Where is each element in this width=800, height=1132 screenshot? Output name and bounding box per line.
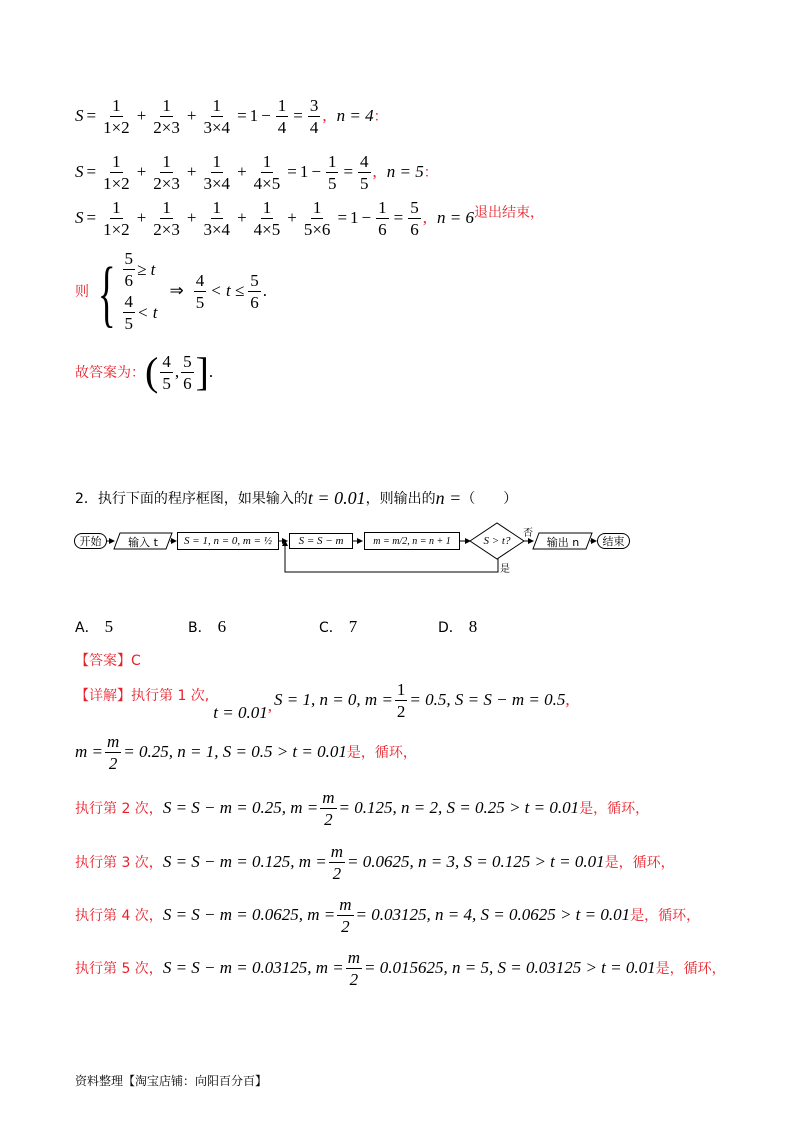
detail-step-5: 执行第 5 次， S = S − m = 0.03125, m = $\frac{m}{2}$ = 0.015625, n = 5, S = 0.03125 > t = 0.01 是，循环，	[75, 947, 726, 989]
inequality-system: 则 { $\frac{5}{6}$ ≥ t $\frac{4}{5}$ < t ⇒ $\frac{4}{5}$ < t ≤ $\frac{5}{6}$ .	[75, 249, 268, 335]
answer-interval: 故答案为： ( $\frac{4}{5}$ , $\frac{5}{6}$ ] .	[75, 349, 214, 394]
fc-yes-label: 是	[500, 564, 510, 575]
sum-line-2: S = $\frac{1}{1\times 2}$ + $\frac{1}{2\times 3}$ + $\frac{1}{3\times 4}$ + $\frac{1}{4\times 5}$ = 1 − $\frac{1}{5}$ = $\frac{4}{5}$ , n = 5 ：	[75, 151, 438, 193]
fc-step2: m = m/2, n = n + 1	[364, 532, 460, 550]
footer-note: 资料整理【淘宝店铺：向阳百分百】	[75, 1074, 268, 1088]
detail-line-2: m = $\frac{m}{2}$ = 0.25, n = 1, S = 0.5 > t = 0.01 是，循环，	[75, 731, 417, 773]
sum-line-1: S = $\frac{1}{1\times 2}$ + $\frac{1}{2\times 3}$ + $\frac{1}{3\times 4}$ = 1 − $\frac{1}{4}$ = $\frac{3}{4}$ , n = 4 ：	[75, 95, 388, 137]
answer-tag: 【答案】C	[75, 653, 141, 669]
fc-input: 输入 t	[128, 536, 158, 549]
option-d: D． 8	[438, 617, 478, 636]
detail-line-1: 【详解】执行第 1 次, t = 0.01 , S = 1, n = 0, m = $\frac{1}{2}$ = 0.5, S = S − m = 0.5 ,	[75, 679, 570, 722]
fc-output: 输出 n	[546, 536, 580, 549]
option-a: A． 5	[75, 617, 114, 636]
fc-init: S = 1, n = 0, m = ½	[177, 532, 279, 550]
sum-line-3: S = $\frac{1}{1\times 2}$ + $\frac{1}{2\times 3}$ + $\frac{1}{3\times 4}$ + $\frac{1}{4\times 5}$ + $\frac{1}{5\times 6}$ = 1 − $\frac{1}{6}$ = $\frac{5}{6}$ , n = 6 退出结束，	[75, 197, 544, 239]
fc-end: 结束	[597, 533, 630, 549]
question-2-stem: 2． 执行下面的程序框图，如果输入的 t = 0.01 ，则输出的 n = （ ）	[75, 487, 518, 508]
option-b: B． 6	[188, 617, 227, 636]
detail-step-3: 执行第 3 次， S = S − m = 0.125, m = $\frac{m}{2}$ = 0.0625, n = 3, S = 0.125 > t = 0.01 是，循环，	[75, 841, 675, 883]
option-c: C． 7	[319, 617, 358, 636]
fc-decision-label: S > t?	[483, 535, 511, 547]
fc-start: 开始	[74, 533, 107, 549]
detail-step-2: 执行第 2 次， S = S − m = 0.25, m = $\frac{m}{2}$ = 0.125, n = 2, S = 0.25 > t = 0.01 是，循环，	[75, 787, 650, 829]
fc-step1: S = S − m	[289, 533, 353, 549]
detail-step-4: 执行第 4 次， S = S − m = 0.0625, m = $\frac{m}{2}$ = 0.03125, n = 4, S = 0.0625 > t = 0.01 是，循环，	[75, 894, 701, 936]
fc-no-label: 否	[523, 528, 533, 539]
